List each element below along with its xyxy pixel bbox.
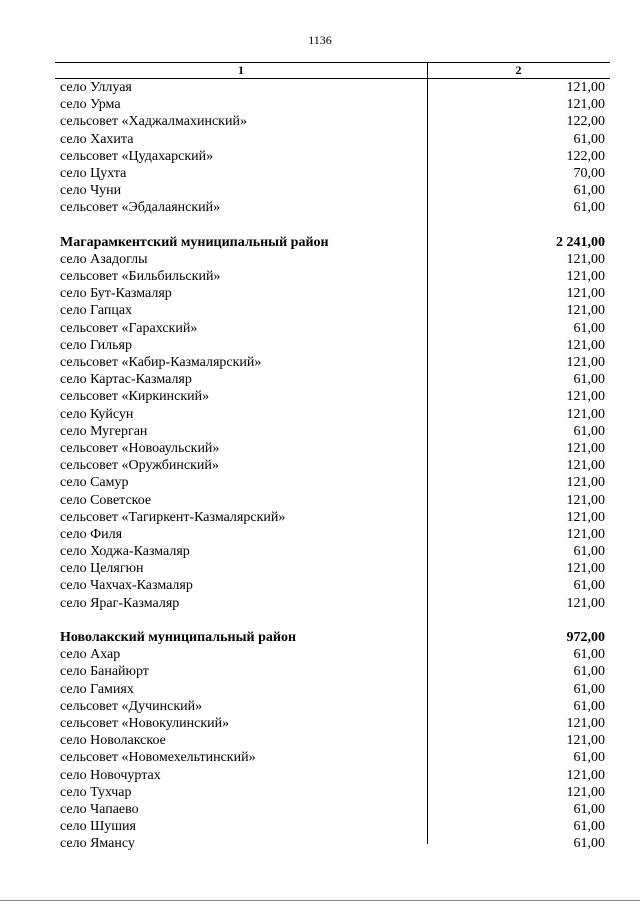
amount-value: 61,00 — [573, 819, 605, 835]
locality-name: сельсовет «Новокулинский» — [60, 715, 230, 731]
amount-value: 121,00 — [566, 715, 605, 731]
table-row — [60, 388, 605, 405]
page-number: 1136 — [308, 33, 332, 47]
amount-value: 61,00 — [573, 801, 605, 817]
locality-name: сельсовет «Эбдалаянский» — [60, 200, 221, 216]
locality-name: село Картас-Казмаляр — [60, 372, 192, 388]
amount-value: 121,00 — [566, 526, 605, 542]
table-row — [60, 681, 605, 698]
amount-value: 61,00 — [573, 423, 605, 439]
amount-value: 121,00 — [566, 355, 605, 370]
table-row — [60, 337, 605, 354]
amount-value: 61,00 — [573, 664, 605, 680]
locality-name: сельсовет «Кабир-Казмалярский» — [60, 355, 262, 370]
table-row — [60, 457, 605, 474]
locality-name: Магарамкентский муниципальный район — [60, 234, 329, 250]
amount-value: 61,00 — [573, 750, 605, 766]
locality-name: село Новолакское — [60, 733, 166, 749]
district-total-row — [60, 629, 605, 646]
amount-value: 121,00 — [566, 303, 605, 319]
table-row — [60, 543, 605, 560]
table-row — [60, 595, 605, 612]
table-row — [60, 526, 605, 543]
locality-name: село Гильяр — [60, 337, 132, 353]
locality-name: село Банайюрт — [60, 664, 149, 680]
amount-value: 121,00 — [566, 733, 605, 749]
table-row — [60, 767, 605, 784]
locality-name: сельсовет «Тагиркент-Казмалярский» — [60, 509, 286, 525]
locality-name: село Мугерган — [60, 423, 148, 439]
locality-name: сельсовет «Новоаульский» — [60, 440, 220, 456]
table-row — [60, 663, 605, 680]
amount-value: 61,00 — [573, 698, 605, 714]
locality-name: сельсовет «Киркинский» — [60, 389, 210, 405]
locality-name: сельсовет «Бильбильский» — [60, 269, 221, 285]
locality-name: село Уллуая — [60, 80, 132, 95]
table-row — [60, 320, 605, 337]
locality-name: село Цухта — [60, 165, 127, 181]
table-row — [60, 560, 605, 577]
amount-value: 122,00 — [566, 148, 605, 164]
locality-name: село Чуни — [60, 183, 122, 199]
amount-value: 121,00 — [566, 440, 605, 456]
table-row — [60, 801, 605, 818]
locality-name: село Яраг-Казмаляр — [60, 595, 180, 611]
table-row — [60, 165, 605, 182]
amount-value: 61,00 — [573, 681, 605, 697]
locality-name: село Ходжа-Казмаляр — [60, 544, 190, 560]
table-row — [60, 715, 605, 732]
table-row — [60, 835, 605, 852]
table-row — [60, 371, 605, 388]
table-row — [60, 784, 605, 801]
table-spacer — [60, 217, 605, 234]
table-row — [60, 749, 605, 766]
locality-name: село Чахчах-Казмаляр — [60, 578, 193, 594]
table-row — [60, 818, 605, 835]
amount-value: 121,00 — [566, 509, 605, 525]
amount-value: 61,00 — [573, 183, 605, 199]
locality-name: сельсовет «Оружбинский» — [60, 458, 219, 474]
amount-value: 61,00 — [573, 647, 605, 663]
locality-name: село Гамиях — [60, 681, 134, 697]
locality-name: село Шушия — [60, 819, 136, 835]
locality-name: сельсовет «Дучинский» — [60, 698, 203, 714]
amount-value: 121,00 — [566, 595, 605, 611]
amount-value: 61,00 — [573, 200, 605, 216]
table-row — [60, 509, 605, 526]
locality-name: село Азадоглы — [60, 251, 148, 267]
table-header — [55, 62, 610, 79]
amount-value: 122,00 — [566, 114, 605, 130]
locality-name: село Целягюн — [60, 561, 144, 577]
amount-value: 121,00 — [566, 269, 605, 285]
amount-value: 121,00 — [566, 475, 605, 491]
table-row — [60, 646, 605, 663]
locality-name: Новолакский муниципальный район — [60, 630, 297, 645]
locality-name: сельсовет «Цудахарский» — [60, 148, 214, 164]
table-row — [60, 474, 605, 491]
locality-name: село Ахар — [60, 647, 121, 663]
locality-name: сельсовет «Гарахский» — [60, 320, 198, 336]
table-body — [60, 79, 605, 852]
table-row — [60, 440, 605, 457]
table-row — [60, 698, 605, 715]
table-row — [60, 354, 605, 371]
table-row — [60, 406, 605, 423]
amount-value: 61,00 — [573, 320, 605, 336]
amount-value: 121,00 — [566, 97, 605, 113]
amount-value: 121,00 — [566, 458, 605, 474]
amount-value: 61,00 — [573, 578, 605, 594]
locality-name: село Самур — [60, 475, 129, 491]
amount-value: 121,00 — [566, 767, 605, 783]
locality-name: село Тухчар — [60, 784, 132, 800]
table-row — [60, 251, 605, 268]
amount-value: 972,00 — [566, 630, 605, 645]
amount-value: 61,00 — [573, 372, 605, 388]
amount-value: 121,00 — [566, 561, 605, 577]
table-row — [60, 182, 605, 199]
column-header-2: 2 — [515, 63, 522, 77]
locality-name: сельсовет «Хаджалмахинский» — [60, 114, 247, 130]
locality-name: село Ямансу — [60, 836, 135, 852]
amount-value: 61,00 — [573, 544, 605, 560]
table-row — [60, 423, 605, 440]
district-total-row — [60, 234, 605, 251]
locality-name: село Чапаево — [60, 801, 139, 817]
table-row — [60, 96, 605, 113]
locality-name: село Советское — [60, 492, 152, 508]
table-row — [60, 79, 605, 96]
table-spacer — [60, 612, 605, 629]
page-bottom-rule — [0, 900, 640, 901]
table-row — [60, 732, 605, 749]
table-row — [60, 268, 605, 285]
table-row — [60, 285, 605, 302]
locality-name: село Хахита — [60, 131, 134, 147]
amount-value: 121,00 — [566, 492, 605, 508]
locality-name: село Урма — [60, 97, 121, 113]
amount-value: 61,00 — [573, 836, 605, 852]
table-row — [60, 113, 605, 130]
amount-value: 121,00 — [566, 80, 605, 95]
amount-value: 121,00 — [566, 784, 605, 800]
table-row — [60, 199, 605, 216]
locality-name: село Куйсун — [60, 406, 134, 422]
amount-value: 121,00 — [566, 286, 605, 302]
table-row — [60, 302, 605, 319]
locality-name: село Бут-Казмаляр — [60, 286, 172, 302]
amount-value: 61,00 — [573, 131, 605, 147]
amount-value: 2 241,00 — [556, 234, 605, 250]
table-row — [60, 148, 605, 165]
locality-name: село Гапцах — [60, 303, 133, 319]
table-row — [60, 492, 605, 509]
amount-value: 121,00 — [566, 337, 605, 353]
amount-value: 121,00 — [566, 389, 605, 405]
locality-name: сельсовет «Новомехельтинский» — [60, 750, 256, 766]
locality-name: село Новочуртах — [60, 767, 161, 783]
amount-value: 121,00 — [566, 406, 605, 422]
table-row — [60, 131, 605, 148]
amount-value: 121,00 — [566, 251, 605, 267]
table-row — [60, 577, 605, 594]
column-header-1: 1 — [238, 63, 244, 77]
amount-value: 70,00 — [573, 165, 605, 181]
locality-name: село Филя — [60, 526, 123, 542]
